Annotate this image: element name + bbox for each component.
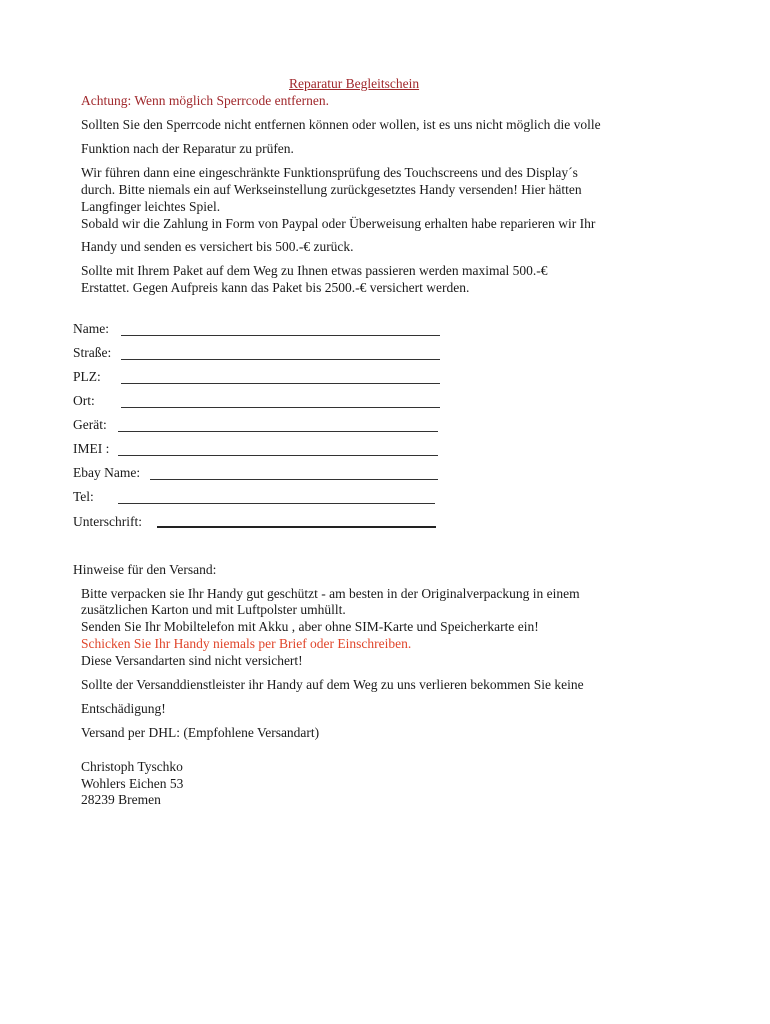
shipping-heading: Hinweise für den Versand:	[73, 562, 217, 577]
zip-label: PLZ:	[73, 369, 101, 384]
sperrcode-warning: Achtung: Wenn möglich Sperrcode entfernen.	[81, 93, 329, 108]
ebay-name-label: Ebay Name:	[73, 465, 141, 480]
intro-p4-line1: Sollte mit Ihrem Paket auf dem Weg zu Ihnen etwas passieren werden maximal 500.-€	[81, 263, 548, 278]
page-title: Reparatur Begleitschein	[289, 76, 420, 91]
name-label: Name:	[73, 321, 109, 336]
intro-p2-line2: durch. Bitte niemals ein auf Werkseinstellung zurückgesetztes Handy versenden! Hier hätten	[81, 182, 582, 197]
imei-field[interactable]	[118, 455, 438, 456]
city-field[interactable]	[121, 407, 440, 408]
street-label: Straße:	[73, 345, 112, 360]
intro-p2-line3: Langfinger leichtes Spiel.	[81, 199, 221, 214]
intro-p1-line1: Sollten Sie den Sperrcode nicht entfernen können oder wollen, ist es uns nicht möglich die volle	[81, 117, 601, 132]
zip-field[interactable]	[121, 383, 440, 384]
shipping-line2: zusätzlichen Karton und mit Luftpolster umhüllt.	[81, 602, 346, 617]
device-label: Gerät:	[73, 417, 107, 432]
shipping-line6: Entschädigung!	[81, 701, 166, 716]
intro-p2-line1: Wir führen dann eine eingeschränkte Funktionsprüfung des Touchscreens und des Display´s	[81, 165, 578, 180]
name-field[interactable]	[121, 335, 440, 336]
tel-field[interactable]	[118, 503, 435, 504]
ebay-name-field[interactable]	[150, 479, 438, 480]
signature-label: Unterschrift:	[73, 514, 142, 529]
street-field[interactable]	[121, 359, 440, 360]
signature-field[interactable]	[157, 526, 436, 528]
city-label: Ort:	[73, 393, 95, 408]
shipping-warning: Schicken Sie Ihr Handy niemals per Brief oder Einschreiben.	[81, 636, 412, 651]
address-city: 28239 Bremen	[81, 792, 161, 807]
intro-p2-line4: Sobald wir die Zahlung in Form von Paypal oder Überweisung erhalten habe reparieren wir Ihr	[81, 216, 596, 231]
shipping-line5: Sollte der Versanddienstleister ihr Handy auf dem Weg zu uns verlieren bekommen Sie keine	[81, 677, 584, 692]
intro-p4-line2: Erstattet. Gegen Aufpreis kann das Paket bis 2500.-€ versichert werden.	[81, 280, 470, 295]
shipping-line3: Senden Sie Ihr Mobiltelefon mit Akku , aber ohne SIM-Karte und Speicherkarte ein!	[81, 619, 539, 634]
device-field[interactable]	[118, 431, 438, 432]
address-street: Wohlers Eichen 53	[81, 776, 184, 791]
intro-p3-line1: Handy und senden es versichert bis 500.-€ zurück.	[81, 239, 354, 254]
tel-label: Tel:	[73, 489, 94, 504]
shipping-line4: Diese Versandarten sind nicht versichert!	[81, 653, 303, 668]
address-name: Christoph Tyschko	[81, 759, 183, 774]
shipping-line1: Bitte verpacken sie Ihr Handy gut geschützt - am besten in der Originalverpackung in einem	[81, 586, 580, 601]
shipping-line7: Versand per DHL: (Empfohlene Versandart)	[81, 725, 320, 740]
intro-p1-line2: Funktion nach der Reparatur zu prüfen.	[81, 141, 294, 156]
imei-label: IMEI :	[73, 441, 110, 456]
